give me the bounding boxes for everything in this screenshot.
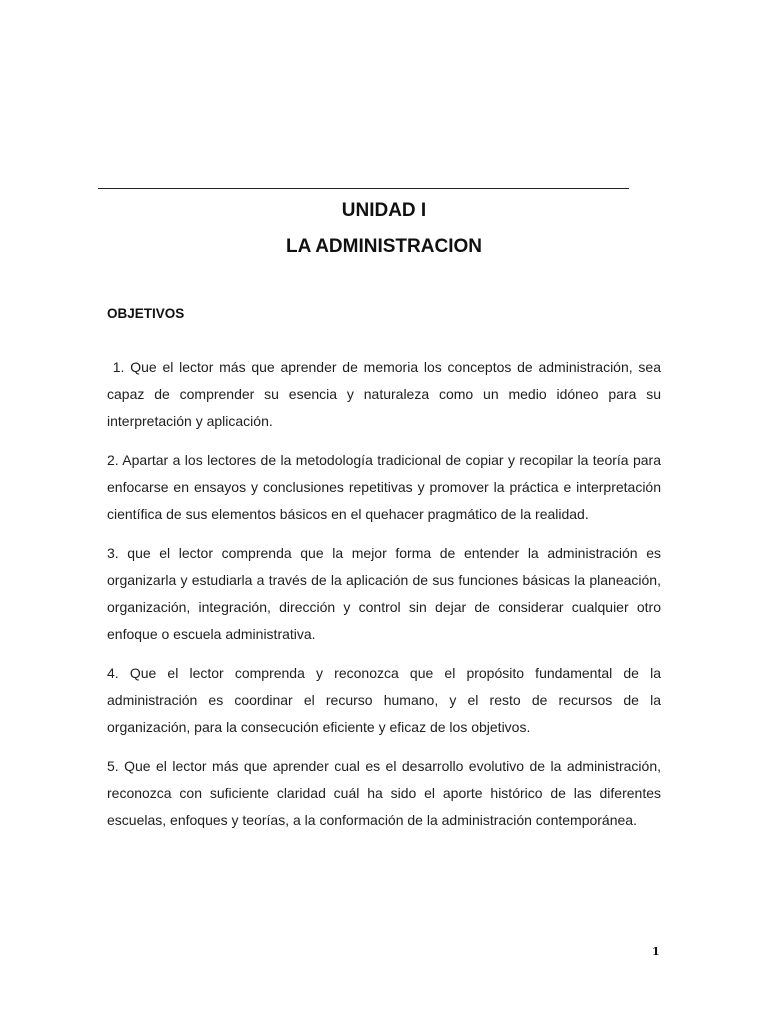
- unit-subtitle: LA ADMINISTRACION: [286, 236, 482, 257]
- objective-paragraph: 2. Apartar a los lectores de la metodología tradicional de copiar y recopilar la teoría para enfocarse en ensayos y conclusiones repetitivas y promover la práctica e interpretación científica de sus elementos básicos en el quehacer pragmático de la realidad.: [107, 452, 661, 522]
- objective-paragraph: 4. Que el lector comprenda y reconozca que el propósito fundamental de la administración es coordinar el recurso humano, y el resto de recursos de la organización, para la consecución eficiente y eficaz de los objetivos.: [107, 665, 661, 735]
- unit-title: UNIDAD I: [341, 200, 427, 221]
- objective-paragraph: 1. Que el lector más que aprender de memoria los conceptos de administración, sea capaz de comprender su esencia y naturaleza como un medio idóneo para su interpretación y aplicación.: [107, 359, 661, 429]
- objectives-list: [107, 354, 661, 846]
- header-rule: [98, 188, 629, 189]
- page-number: 1: [652, 945, 660, 958]
- objective-paragraph: 3. que el lector comprenda que la mejor forma de entender la administración es organizarla y estudiarla a través de la aplicación de sus funciones básicas la planeación, organización, integración, dirección y control sin dejar de considerar cualquier otro enfoque o escuela administrativa.: [107, 545, 661, 642]
- objective-paragraph: 5. Que el lector más que aprender cual es el desarrollo evolutivo de la administración, reconozca con suficiente claridad cuál ha sido el aporte histórico de las diferentes escuelas, enfoques y teorías, a la conformación de la administración contemporánea.: [107, 758, 661, 828]
- section-heading: OBJETIVOS: [107, 306, 185, 321]
